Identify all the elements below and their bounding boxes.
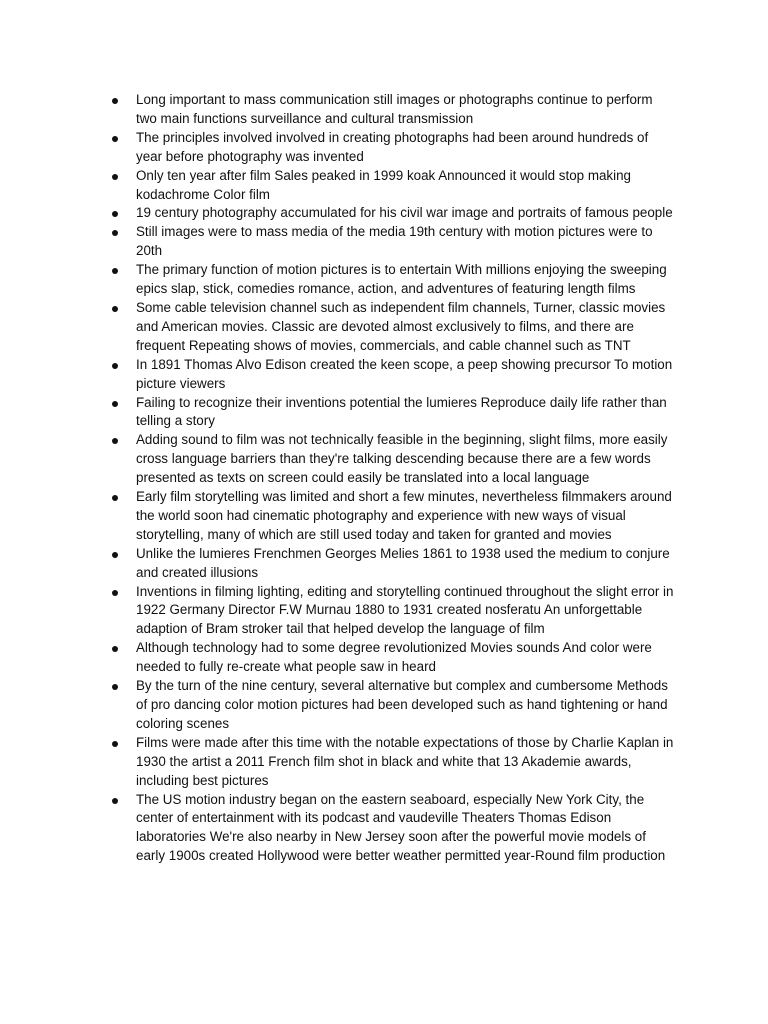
list-item-text: Failing to recognize their inventions potential the lumieres Reproduce daily life rather than telling a story — [136, 394, 667, 429]
list-item-text: Long important to mass communication still images or photographs continue to perform two main functions surveillance and cultural transmission — [136, 92, 653, 126]
list-item-text: The primary function of motion pictures is to entertain With millions enjoying the sweeping epics slap, stick, comedies romance, action, and adventures of featuring length films — [136, 262, 667, 297]
list-item — [112, 431, 674, 488]
bullet-icon — [112, 363, 118, 369]
bullet-icon — [112, 552, 118, 558]
list-item — [112, 488, 674, 545]
bullet-icon — [112, 495, 118, 501]
list-item — [112, 583, 674, 640]
list-item — [112, 677, 674, 734]
list-item-text: Still images were to mass media of the media 19th century with motion pictures were to 20th — [136, 224, 653, 259]
bullet-icon — [112, 136, 118, 142]
list-item-text: Some cable television channel such as independent film channels, Turner, classic movies and American movies. Classic are devoted almost exclusively to films, and there are frequent Repeating shows of movies, commercials, and cable channel such as TNT — [136, 299, 666, 353]
bullet-icon — [112, 211, 118, 217]
list-item-text: Only ten year after film Sales peaked in 1999 koak Announced it would stop making kodachrome Color film — [136, 167, 632, 202]
list-item — [112, 356, 674, 394]
list-item-text: The US motion industry began on the eastern seaboard, especially New York City, the center of entertainment with its podcast and vaudeville Theaters Thomas Edison laboratories We're also nearby in New Jersey soon after the powerful movie models of early 1900s created Hollywood were better weather permitted year-Round film production — [136, 791, 666, 864]
bullet-icon — [112, 646, 118, 652]
list-item — [112, 639, 674, 677]
list-item — [112, 167, 674, 205]
list-item-text: Although technology had to some degree revolutionized Movies sounds And color were needed to fully re-create what people saw in heard — [136, 640, 652, 675]
list-item-text: In 1891 Thomas Alvo Edison created the keen scope, a peep showing precursor To motion picture viewers — [136, 356, 673, 391]
bullet-icon — [112, 438, 118, 444]
list-item-text: The principles involved involved in creating photographs had been around hundreds of year before photography was invented — [136, 129, 649, 164]
bullet-icon — [112, 174, 118, 180]
bullet-icon — [112, 741, 118, 747]
bullet-icon — [112, 684, 118, 690]
list-item — [112, 734, 674, 791]
bullet-icon — [112, 590, 118, 596]
list-item — [112, 91, 674, 129]
list-item-text: Inventions in filming lighting, editing and storytelling continued throughout the slight error in 1922 Germany Director F.W Murnau 1880 to 1931 created nosferatu An unforgettable adaption of Bram stroker tail that helped develop the language of film — [136, 583, 674, 637]
list-item — [112, 129, 674, 167]
list-item — [112, 394, 674, 432]
list-item — [112, 545, 674, 583]
list-item — [112, 223, 674, 261]
bullet-icon — [112, 798, 118, 804]
list-item-text: Adding sound to film was not technically feasible in the beginning, slight films, more easily cross language barriers than they're talking descending because there are a few words presented as texts on screen could easily be translated into a local language — [136, 432, 668, 486]
list-item-text: 19 century photography accumulated for his civil war image and portraits of famous people — [136, 205, 673, 221]
bullet-list — [112, 91, 674, 866]
list-item-text: Unlike the lumieres Frenchmen Georges Melies 1861 to 1938 used the medium to conjure and created illusions — [136, 545, 670, 580]
list-item-text: By the turn of the nine century, several alternative but complex and cumbersome Methods of pro dancing color motion pictures had been developed such as hand tightening or hand coloring scenes — [136, 678, 668, 731]
bullet-icon — [112, 306, 118, 312]
bullet-icon — [112, 98, 118, 104]
bullet-icon — [112, 268, 118, 274]
list-item-text: Films were made after this time with the notable expectations of those by Charlie Kaplan in 1930 the artist a 2011 French film shot in black and white that 13 Akademie awards, including best pictures — [136, 734, 674, 788]
bullet-icon — [112, 230, 118, 236]
list-item — [112, 791, 674, 867]
list-item-text: Early film storytelling was limited and short a few minutes, nevertheless filmmakers around the world soon had cinematic photography and experience with new ways of visual storytelling, many of which are still used today and taken for granted and movies — [136, 489, 672, 542]
bullet-icon — [112, 401, 118, 407]
list-item — [112, 261, 674, 299]
list-item — [112, 204, 674, 223]
list-item — [112, 299, 674, 356]
